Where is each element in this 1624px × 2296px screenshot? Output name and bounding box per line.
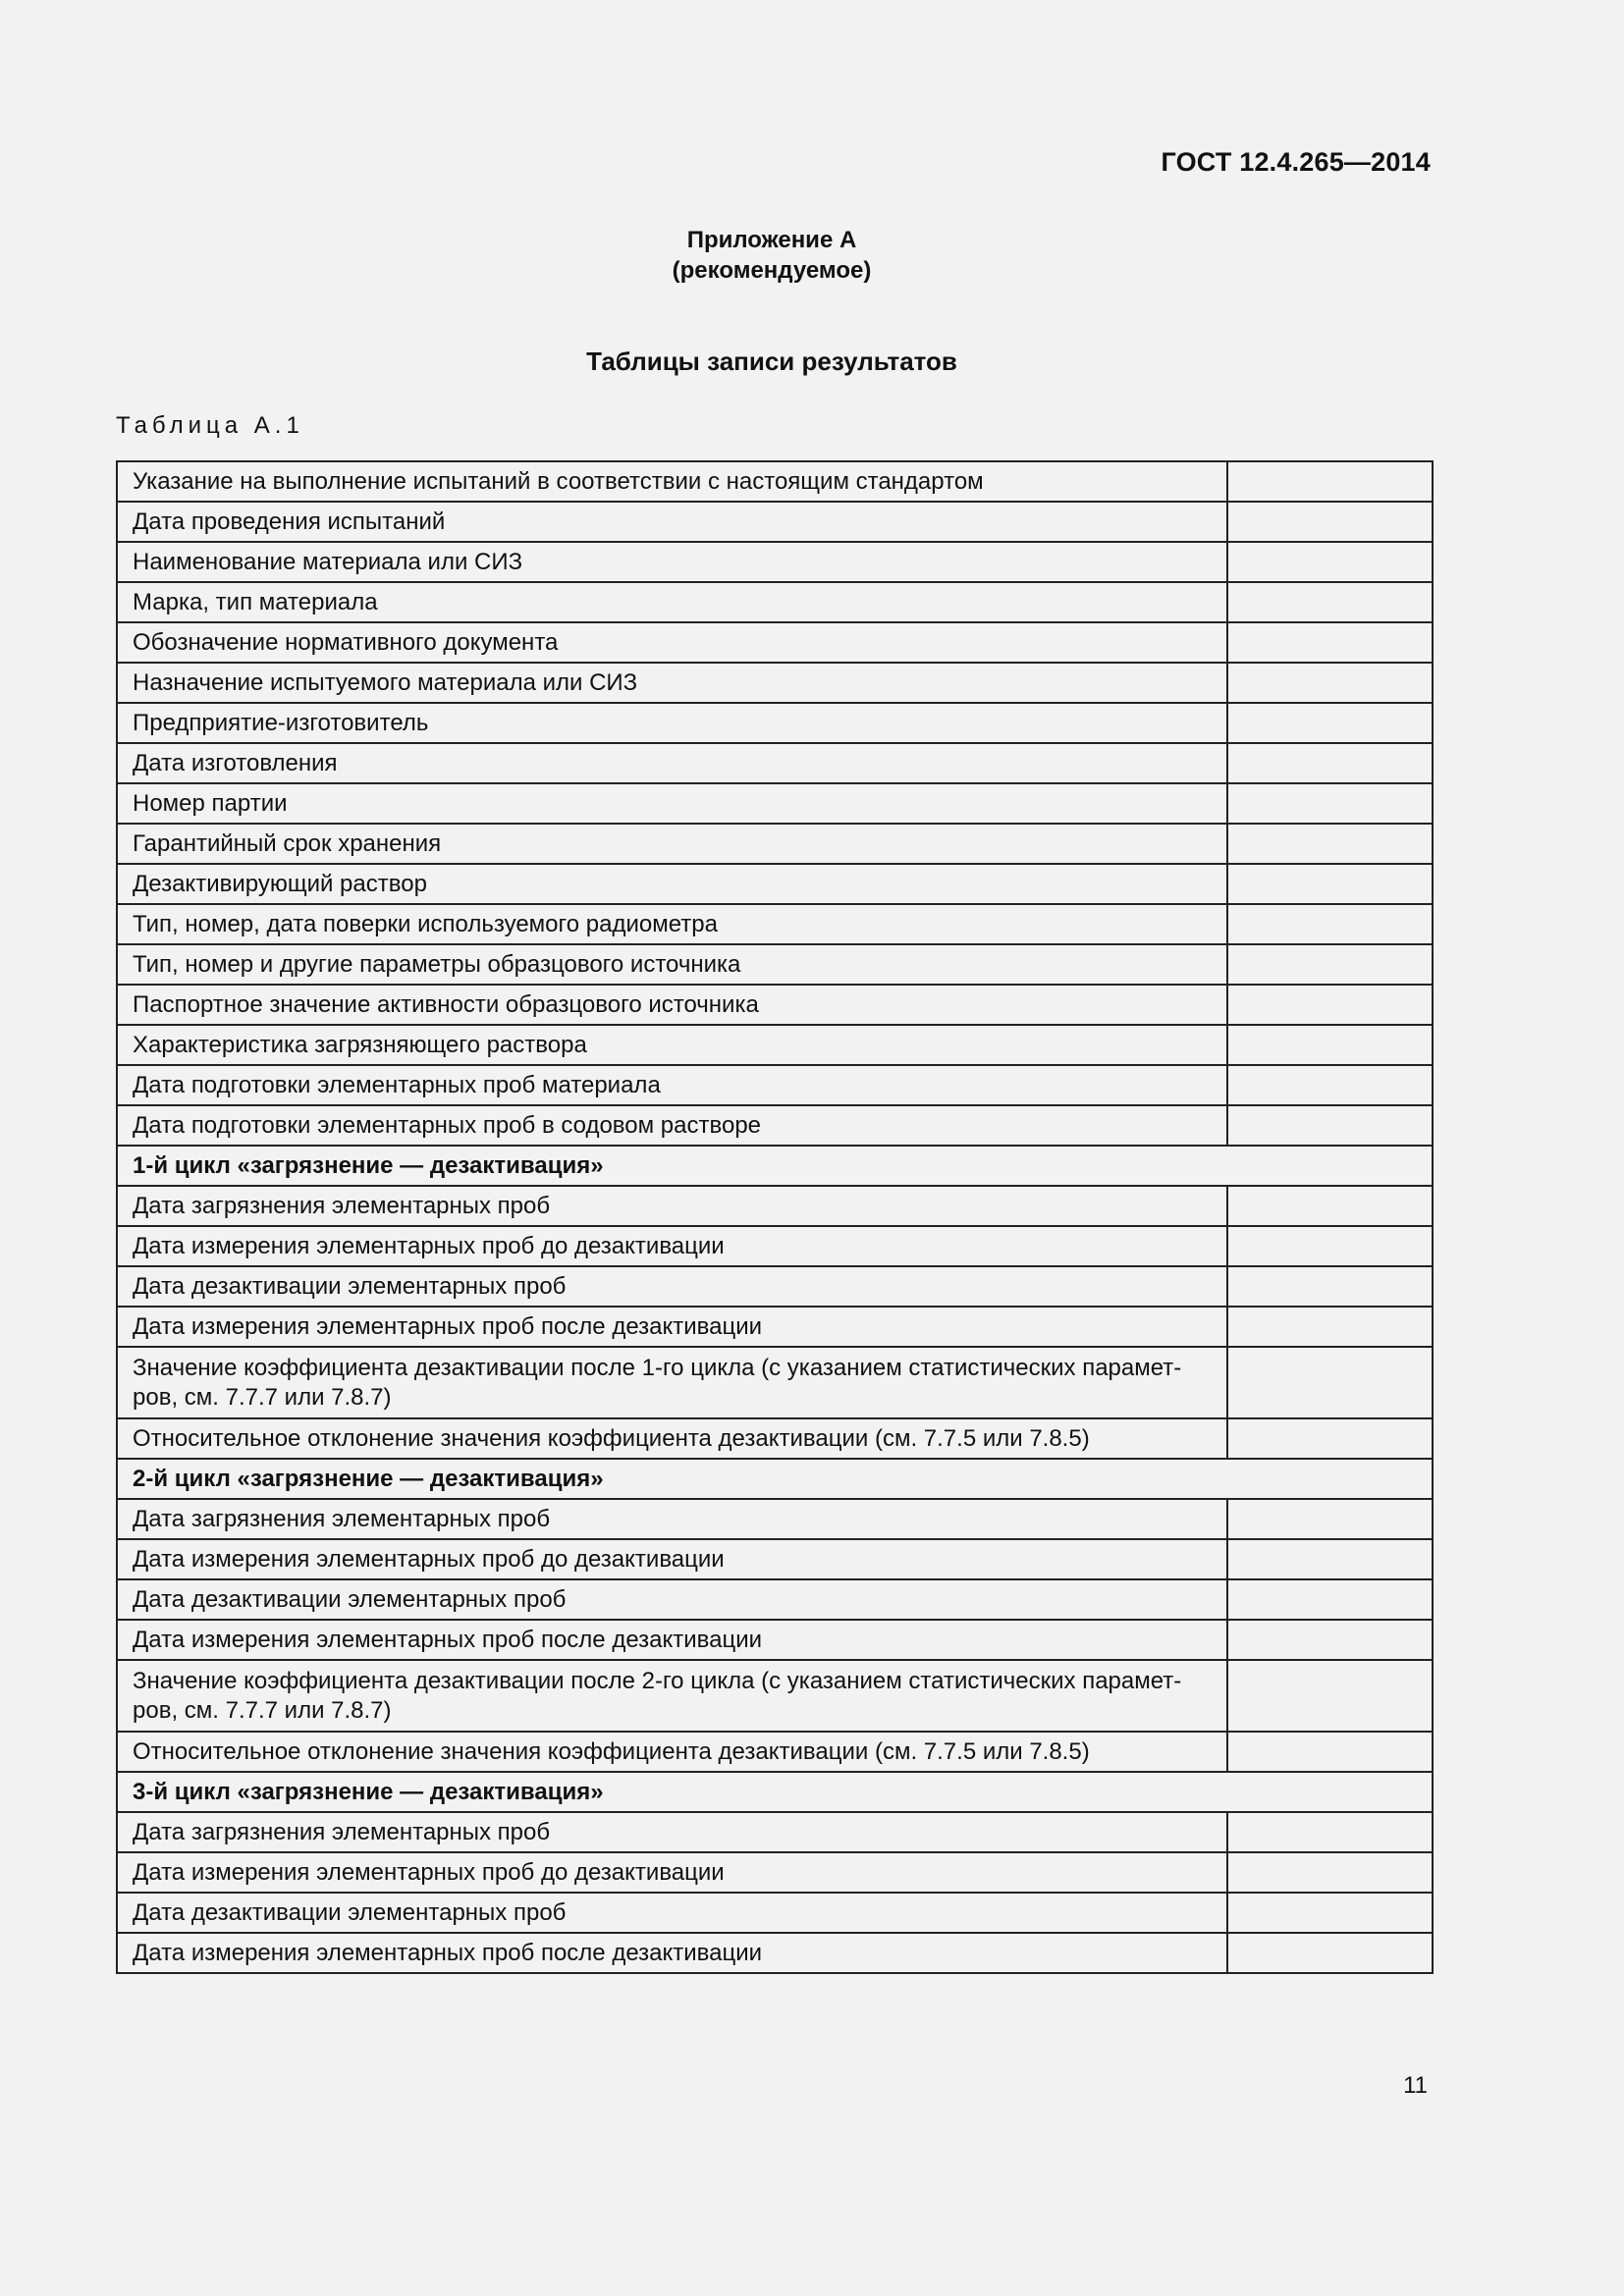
row-label: Значение коэффициента дезактивации после 1-го цикла (с указанием статистических парамет-ров, см. 7.7.7 или 7.8.7) bbox=[117, 1347, 1227, 1418]
row-label: Характеристика загрязняющего раствора bbox=[117, 1025, 1227, 1065]
row-label: Наименование материала или СИЗ bbox=[117, 542, 1227, 582]
row-label: Тип, номер и другие параметры образцового источника bbox=[117, 944, 1227, 985]
row-value-cell bbox=[1227, 904, 1433, 944]
row-value-cell bbox=[1227, 1105, 1433, 1146]
row-label: Дата дезактивации элементарных проб bbox=[117, 1579, 1227, 1620]
row-value-cell bbox=[1227, 1812, 1433, 1852]
row-value-cell bbox=[1227, 622, 1433, 663]
row-label: Предприятие-изготовитель bbox=[117, 703, 1227, 743]
appendix-subtitle: (рекомендуемое) bbox=[672, 257, 872, 284]
row-value-cell bbox=[1227, 1065, 1433, 1105]
row-value-cell bbox=[1227, 944, 1433, 985]
table-row bbox=[117, 1732, 1433, 1772]
row-label: Номер партии bbox=[117, 783, 1227, 824]
table-row bbox=[117, 985, 1433, 1025]
table-row bbox=[117, 1065, 1433, 1105]
section-row bbox=[117, 1459, 1433, 1499]
row-value-cell bbox=[1227, 1226, 1433, 1266]
row-label: Дата подготовки элементарных проб в содовом растворе bbox=[117, 1105, 1227, 1146]
row-value-cell bbox=[1227, 864, 1433, 904]
row-label: Дата измерения элементарных проб после дезактивации bbox=[117, 1620, 1227, 1660]
table-row bbox=[117, 1499, 1433, 1539]
row-value-cell bbox=[1227, 1025, 1433, 1065]
row-label: Дата загрязнения элементарных проб bbox=[117, 1499, 1227, 1539]
table-row bbox=[117, 582, 1433, 622]
table-row bbox=[117, 1893, 1433, 1933]
section-title: Таблицы записи результатов bbox=[586, 347, 957, 376]
row-label: Дата изготовления bbox=[117, 743, 1227, 783]
table-row bbox=[117, 904, 1433, 944]
table-row bbox=[117, 1539, 1433, 1579]
row-label: Гарантийный срок хранения bbox=[117, 824, 1227, 864]
table-row bbox=[117, 542, 1433, 582]
row-value-cell bbox=[1227, 1266, 1433, 1307]
row-label: Дезактивирующий раствор bbox=[117, 864, 1227, 904]
row-value-cell bbox=[1227, 582, 1433, 622]
table-row bbox=[117, 703, 1433, 743]
table-row bbox=[117, 1186, 1433, 1226]
section-label: 3-й цикл «загрязнение — дезактивация» bbox=[117, 1772, 1433, 1812]
table-row bbox=[117, 1812, 1433, 1852]
table-row bbox=[117, 1025, 1433, 1065]
row-value-cell bbox=[1227, 663, 1433, 703]
section-row bbox=[117, 1772, 1433, 1812]
row-value-cell bbox=[1227, 743, 1433, 783]
row-label: Значение коэффициента дезактивации после 2-го цикла (с указанием статистических парамет-ров, см. 7.7.7 или 7.8.7) bbox=[117, 1660, 1227, 1732]
row-label: Относительное отклонение значения коэффициента дезактивации (см. 7.7.5 или 7.8.5) bbox=[117, 1732, 1227, 1772]
row-value-cell bbox=[1227, 1933, 1433, 1973]
table-row bbox=[117, 1660, 1433, 1732]
row-value-cell bbox=[1227, 1499, 1433, 1539]
table-row bbox=[117, 1347, 1433, 1418]
table-row bbox=[117, 502, 1433, 542]
table-row bbox=[117, 1418, 1433, 1459]
page-number: 11 bbox=[1403, 2072, 1428, 2099]
row-label: Указание на выполнение испытаний в соответствии с настоящим стандартом bbox=[117, 461, 1227, 502]
row-value-cell bbox=[1227, 1620, 1433, 1660]
table-row bbox=[117, 743, 1433, 783]
table-row bbox=[117, 1620, 1433, 1660]
row-value-cell bbox=[1227, 1893, 1433, 1933]
row-label: Дата измерения элементарных проб после дезактивации bbox=[117, 1933, 1227, 1973]
table-row bbox=[117, 1852, 1433, 1893]
table-row bbox=[117, 1307, 1433, 1347]
row-value-cell bbox=[1227, 703, 1433, 743]
row-label: Дата измерения элементарных проб после дезактивации bbox=[117, 1307, 1227, 1347]
row-value-cell bbox=[1227, 1418, 1433, 1459]
table-row bbox=[117, 1579, 1433, 1620]
appendix-heading bbox=[0, 225, 1543, 286]
table-row bbox=[117, 461, 1433, 502]
row-value-cell bbox=[1227, 985, 1433, 1025]
row-label: Дата дезактивации элементарных проб bbox=[117, 1893, 1227, 1933]
row-value-cell bbox=[1227, 1539, 1433, 1579]
row-value-cell bbox=[1227, 502, 1433, 542]
appendix-title: Приложение А bbox=[686, 227, 857, 253]
row-value-cell bbox=[1227, 461, 1433, 502]
row-value-cell bbox=[1227, 1660, 1433, 1732]
row-label: Относительное отклонение значения коэффициента дезактивации (см. 7.7.5 или 7.8.5) bbox=[117, 1418, 1227, 1459]
table-row bbox=[117, 1105, 1433, 1146]
table-row bbox=[117, 622, 1433, 663]
row-label: Обозначение нормативного документа bbox=[117, 622, 1227, 663]
row-value-cell bbox=[1227, 1732, 1433, 1772]
table-label: Таблица А.1 bbox=[116, 412, 304, 439]
table-row bbox=[117, 783, 1433, 824]
row-value-cell bbox=[1227, 783, 1433, 824]
section-row bbox=[117, 1146, 1433, 1186]
row-label: Дата измерения элементарных проб до дезактивации bbox=[117, 1226, 1227, 1266]
row-label: Паспортное значение активности образцового источника bbox=[117, 985, 1227, 1025]
table-row bbox=[117, 864, 1433, 904]
row-label: Марка, тип материала bbox=[117, 582, 1227, 622]
row-label: Дата дезактивации элементарных проб bbox=[117, 1266, 1227, 1307]
row-value-cell bbox=[1227, 1579, 1433, 1620]
table-row bbox=[117, 663, 1433, 703]
row-value-cell bbox=[1227, 1852, 1433, 1893]
row-label: Дата загрязнения элементарных проб bbox=[117, 1186, 1227, 1226]
row-label: Дата подготовки элементарных проб материала bbox=[117, 1065, 1227, 1105]
row-label: Назначение испытуемого материала или СИЗ bbox=[117, 663, 1227, 703]
results-table bbox=[116, 460, 1434, 1974]
results-table-body bbox=[117, 461, 1433, 1973]
row-label: Дата измерения элементарных проб до дезактивации bbox=[117, 1539, 1227, 1579]
row-value-cell bbox=[1227, 1347, 1433, 1418]
document-code: ГОСТ 12.4.265—2014 bbox=[1161, 147, 1431, 177]
table-row bbox=[117, 1933, 1433, 1973]
row-value-cell bbox=[1227, 1186, 1433, 1226]
table-row bbox=[117, 1226, 1433, 1266]
section-label: 2-й цикл «загрязнение — дезактивация» bbox=[117, 1459, 1433, 1499]
row-label: Дата загрязнения элементарных проб bbox=[117, 1812, 1227, 1852]
row-label: Дата проведения испытаний bbox=[117, 502, 1227, 542]
row-value-cell bbox=[1227, 824, 1433, 864]
section-label: 1-й цикл «загрязнение — дезактивация» bbox=[117, 1146, 1433, 1186]
table-row bbox=[117, 1266, 1433, 1307]
row-value-cell bbox=[1227, 1307, 1433, 1347]
table-row bbox=[117, 944, 1433, 985]
row-label: Тип, номер, дата поверки используемого радиометра bbox=[117, 904, 1227, 944]
row-value-cell bbox=[1227, 542, 1433, 582]
row-label: Дата измерения элементарных проб до дезактивации bbox=[117, 1852, 1227, 1893]
table-row bbox=[117, 824, 1433, 864]
